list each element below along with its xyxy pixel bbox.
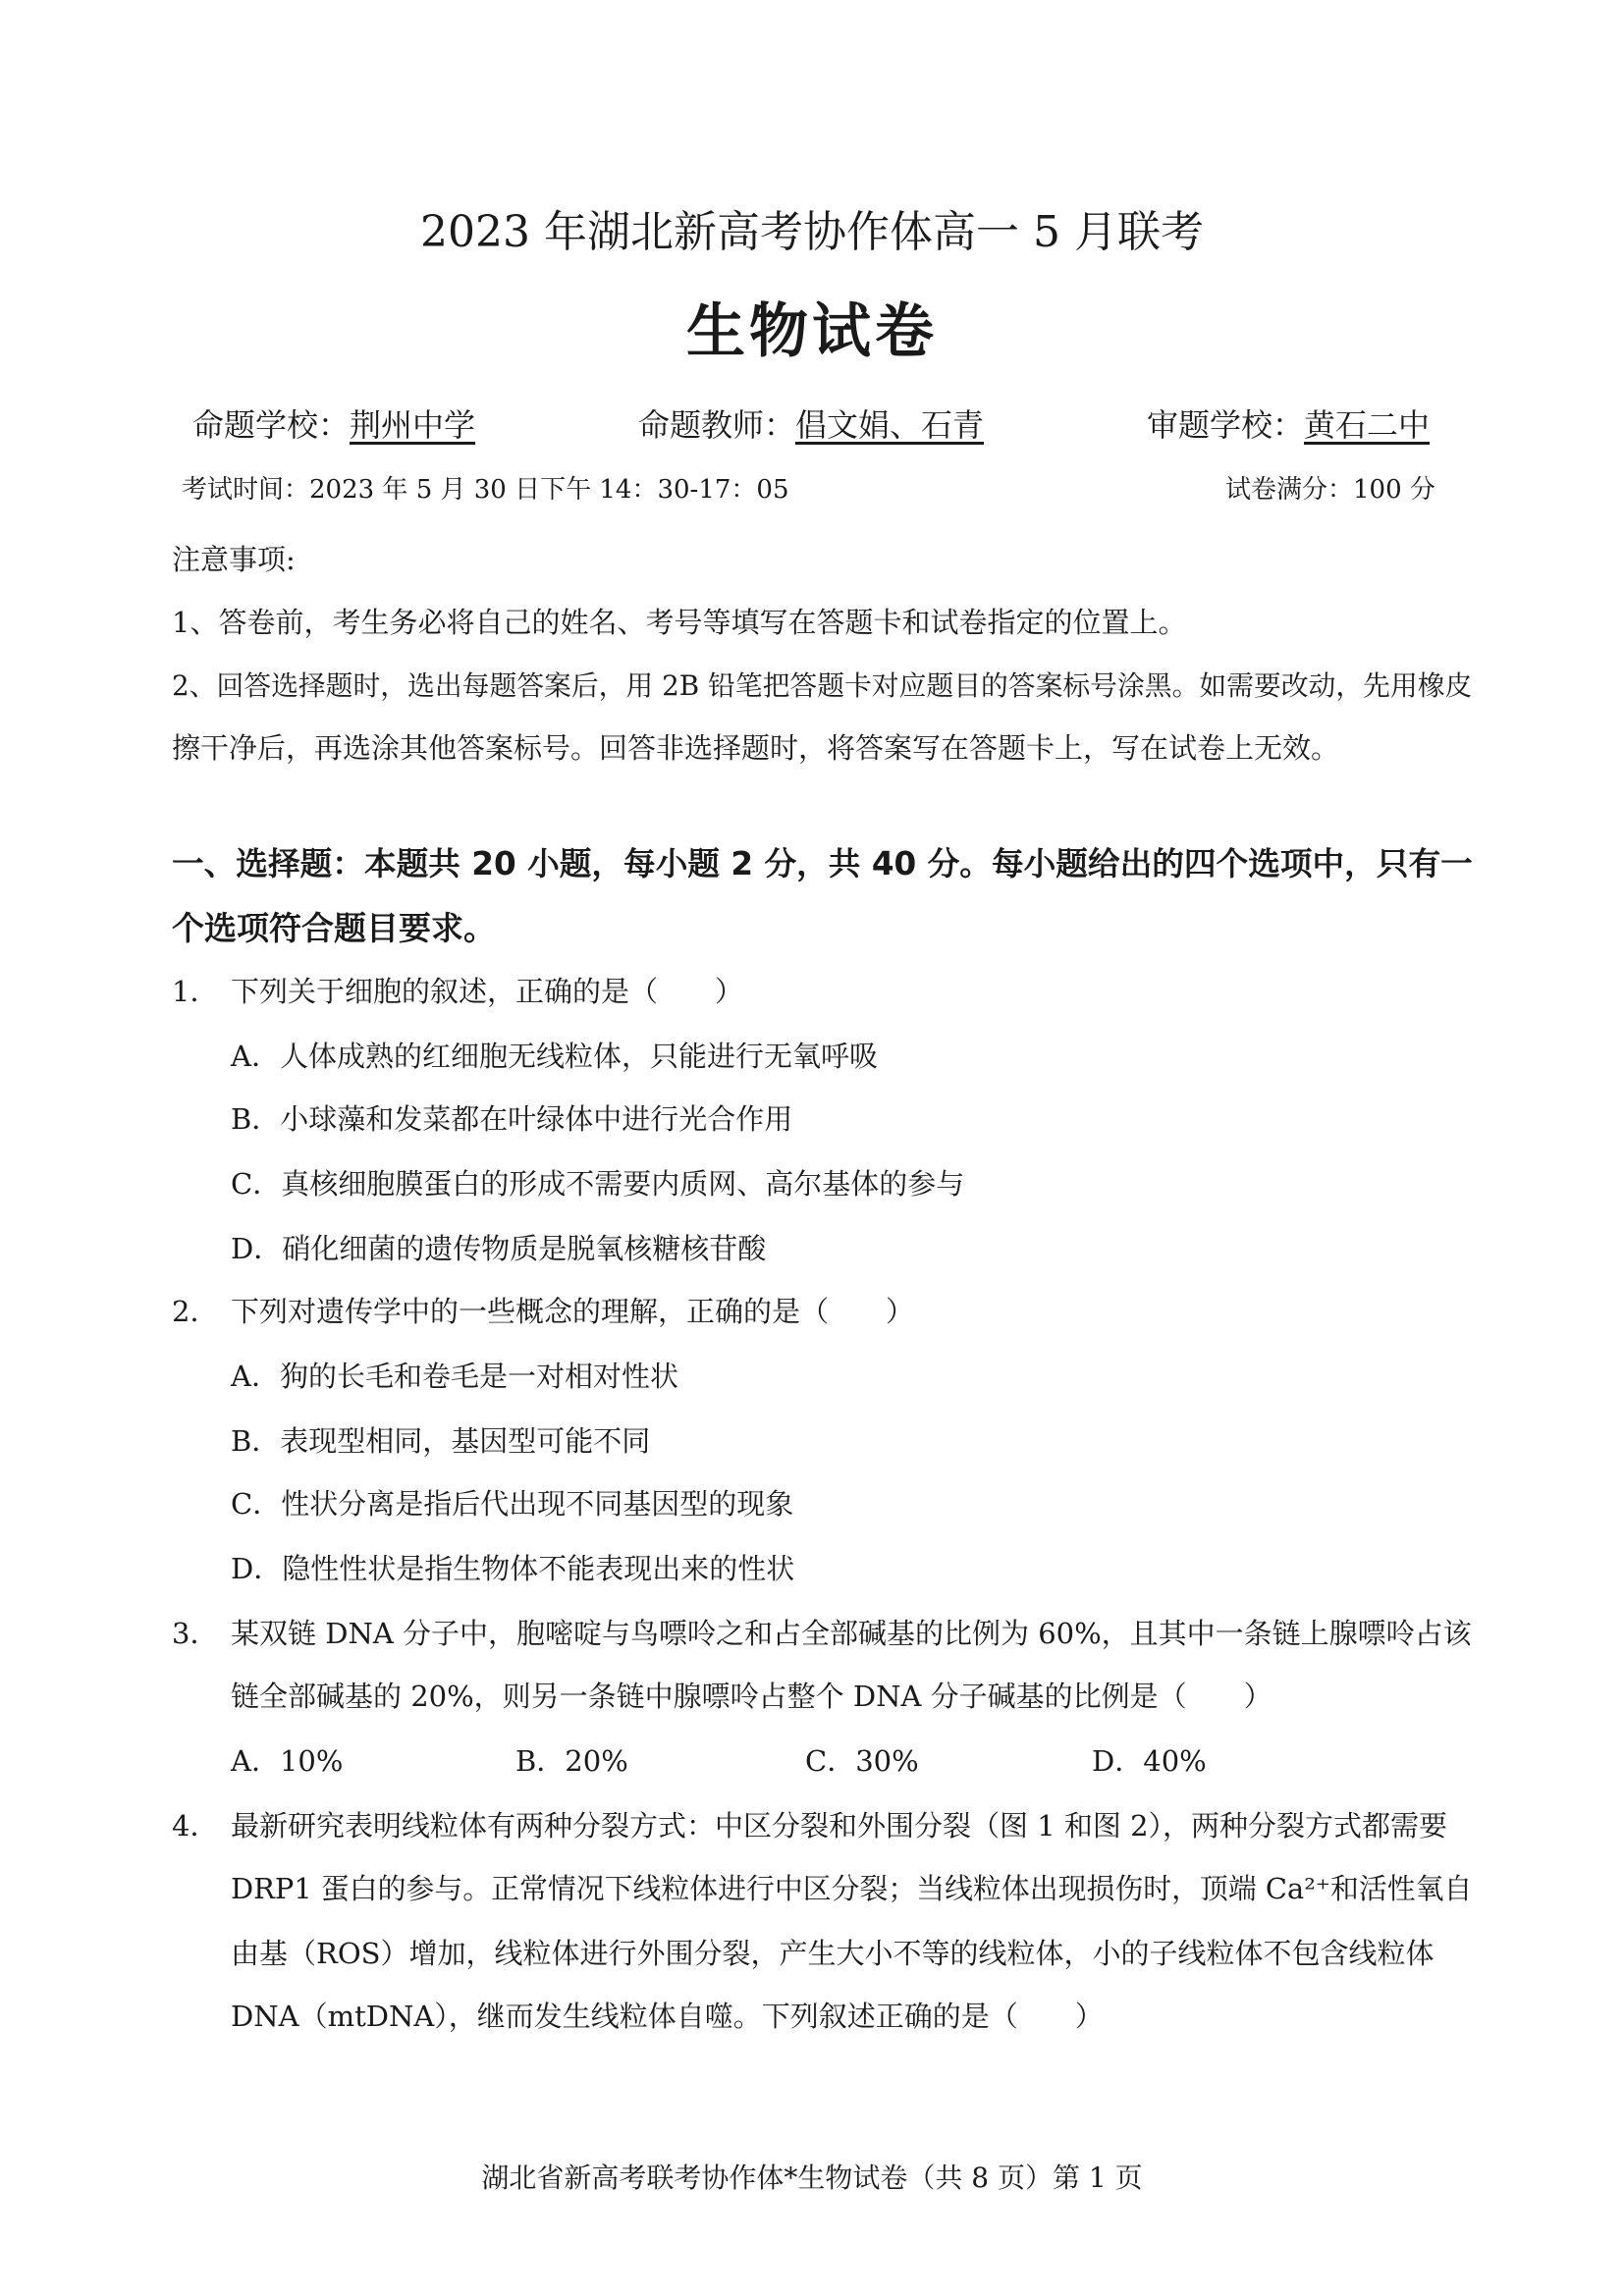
option-b: B．小球藻和发菜都在叶绿体中进行光合作用 <box>231 1102 793 1136</box>
question-number: 1． <box>172 975 219 1008</box>
question-stem-line-1: 某双链 DNA 分子中，胞嘧啶与鸟嘌呤之和占全部碱基的比例为 60%，且其中一条链上腺嘌呤占该 <box>231 1617 1472 1650</box>
question-stem-line-1: 最新研究表明线粒体有两种分裂方式：中区分裂和外围分裂（图 1 和图 2），两种分裂方式都需要 <box>231 1809 1448 1842</box>
option-c: C．性状分离是指后代出现不同基因型的现象 <box>231 1487 794 1521</box>
exam-time: 考试时间：2023 年 5 月 30 日下午 14：30-17：05 <box>182 475 789 505</box>
question-stem: 下列对遗传学中的一些概念的理解，正确的是（ ） <box>231 1295 915 1328</box>
option-d: D．硝化细菌的遗传物质是脱氧核糖核苷酸 <box>231 1232 767 1265</box>
question-number: 3． <box>172 1617 219 1650</box>
exam-title: 2023 年湖北新高考协作体高一 5 月联考 <box>420 207 1204 257</box>
review-value: 黄石二中 <box>1304 406 1431 444</box>
option-c: C．30% <box>805 1744 919 1778</box>
teacher-label: 命题教师： <box>638 406 796 444</box>
full-score: 试卷满分：100 分 <box>1225 475 1435 505</box>
option-c: C．真核细胞膜蛋白的形成不需要内质网、高尔基体的参与 <box>231 1167 965 1201</box>
question-number: 4． <box>172 1809 219 1842</box>
option-b: B．表现型相同，基因型可能不同 <box>231 1424 651 1458</box>
option-d: D．40% <box>1092 1744 1207 1778</box>
notes-item-2-line-2: 擦干净后，再选涂其他答案标号。回答非选择题时，将答案写在答题卡上，写在试卷上无效。 <box>172 731 1340 765</box>
section-heading-line-2: 个选项符合题目要求。 <box>172 909 496 947</box>
question-stem-line-2: DRP1 蛋白的参与。正常情况下线粒体进行中区分裂；当线粒体出现损伤时，顶端 Ca²⁺和活性氧自 <box>231 1872 1473 1905</box>
teacher-value: 倡文娟、石青 <box>795 406 985 444</box>
teacher-meta <box>638 400 984 446</box>
school-meta <box>192 400 475 446</box>
school-value: 荆州中学 <box>350 406 476 444</box>
notes-heading: 注意事项: <box>172 543 296 576</box>
section-heading-line-1: 一、选择题：本题共 20 小题，每小题 2 分，共 40 分。每小题给出的四个选项中，只有一 <box>172 845 1473 882</box>
option-a: A．人体成熟的红细胞无线粒体，只能进行无氧呼吸 <box>231 1040 878 1073</box>
option-b: B．20% <box>515 1744 628 1778</box>
notes-item-1: 1、答卷前，考生务必将自己的姓名、考号等填写在答题卡和试卷指定的位置上。 <box>172 606 1187 639</box>
option-a: A．10% <box>231 1744 344 1778</box>
school-label: 命题学校： <box>192 406 351 444</box>
option-a: A．狗的长毛和卷毛是一对相对性状 <box>231 1360 678 1393</box>
review-meta <box>1147 400 1430 446</box>
review-label: 审题学校： <box>1147 406 1305 444</box>
question-stem-line-2: 链全部碱基的 20%，则另一条链中腺嘌呤占整个 DNA 分子碱基的比例是（ ） <box>231 1680 1272 1713</box>
question-stem: 下列关于细胞的叙述，正确的是（ ） <box>231 975 744 1008</box>
notes-item-2-line-1: 2、回答选择题时，选出每题答案后，用 2B 铅笔把答题卡对应题目的答案标号涂黑。如需要改动，先用橡皮 <box>172 669 1473 702</box>
page-footer: 湖北省新高考联考协作体*生物试卷（共 8 页）第 1 页 <box>481 2162 1143 2194</box>
question-number: 2． <box>172 1295 219 1328</box>
question-stem-line-3: 由基（ROS）增加，线粒体进行外围分裂，产生大小不等的线粒体，小的子线粒体不包含线粒体 <box>231 1937 1435 1970</box>
question-stem-line-4: DNA（mtDNA），继而发生线粒体自噬。下列叙述正确的是（ ） <box>231 2000 1104 2033</box>
exam-subject: 生物试卷 <box>686 297 938 366</box>
option-d: D．隐性性状是指生物体不能表现出来的性状 <box>231 1552 795 1585</box>
